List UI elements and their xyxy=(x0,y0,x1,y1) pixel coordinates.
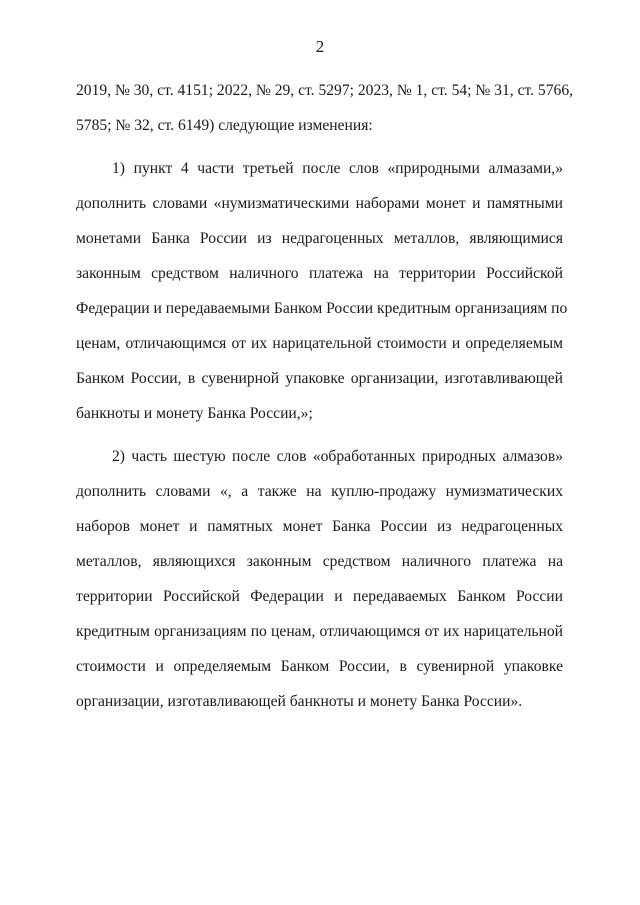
item-2-line-2: дополнить словами «, а также на куплю-продажу нумизматических xyxy=(76,483,563,500)
item-1-line-4: законным средством наличного платежа на территории Российской xyxy=(76,265,563,282)
item-2-line-6: кредитным организациям по ценам, отличающимся от их нарицательной xyxy=(76,623,563,640)
item-2-line-7: стоимости и определяемым Банком России, в сувенирной упаковке xyxy=(76,658,563,675)
intro-line-1: 2019, № 30, ст. 4151; 2022, № 29, ст. 5297; 2023, № 1, ст. 54; № 31, ст. 5766, xyxy=(76,82,574,99)
document-body xyxy=(76,73,574,719)
item-2-paragraph xyxy=(76,439,563,719)
item-1-line-5: Федерации и передаваемыми Банком России кредитным организациям по xyxy=(76,300,568,317)
item-2-line-5: территории Российской Федерации и передаваемых Банком России xyxy=(76,588,563,605)
item-1-line-6: ценам, отличающимся от их нарицательной стоимости и определяемым xyxy=(76,335,563,352)
intro-line-2: 5785; № 32, ст. 6149) следующие изменения: xyxy=(76,117,373,134)
intro-paragraph xyxy=(76,73,574,143)
item-1-line-8: банкноты и монету Банка России,»; xyxy=(76,405,313,422)
item-1-line-2: дополнить словами «нумизматическими наборами монет и памятными xyxy=(76,195,563,212)
item-1-line-3: монетами Банка России из недрагоценных металлов, являющимися xyxy=(76,230,563,247)
item-2-line-8: организации, изготавливающей банкноты и монету Банка России». xyxy=(76,693,523,710)
item-2-line-4: металлов, являющихся законным средством наличного платежа на xyxy=(76,553,563,570)
item-2-line-1: 2) часть шестую после слов «обработанных природных алмазов» xyxy=(112,448,563,465)
page-number: 2 xyxy=(315,37,325,56)
item-1-line-1: 1) пункт 4 части третьей после слов «природными алмазами,» xyxy=(112,160,563,177)
item-2-line-3: наборов монет и памятных монет Банка России из недрагоценных xyxy=(76,518,563,535)
item-1-paragraph xyxy=(76,151,568,431)
item-1-line-7: Банком России, в сувенирной упаковке организации, изготавливающей xyxy=(76,370,563,387)
